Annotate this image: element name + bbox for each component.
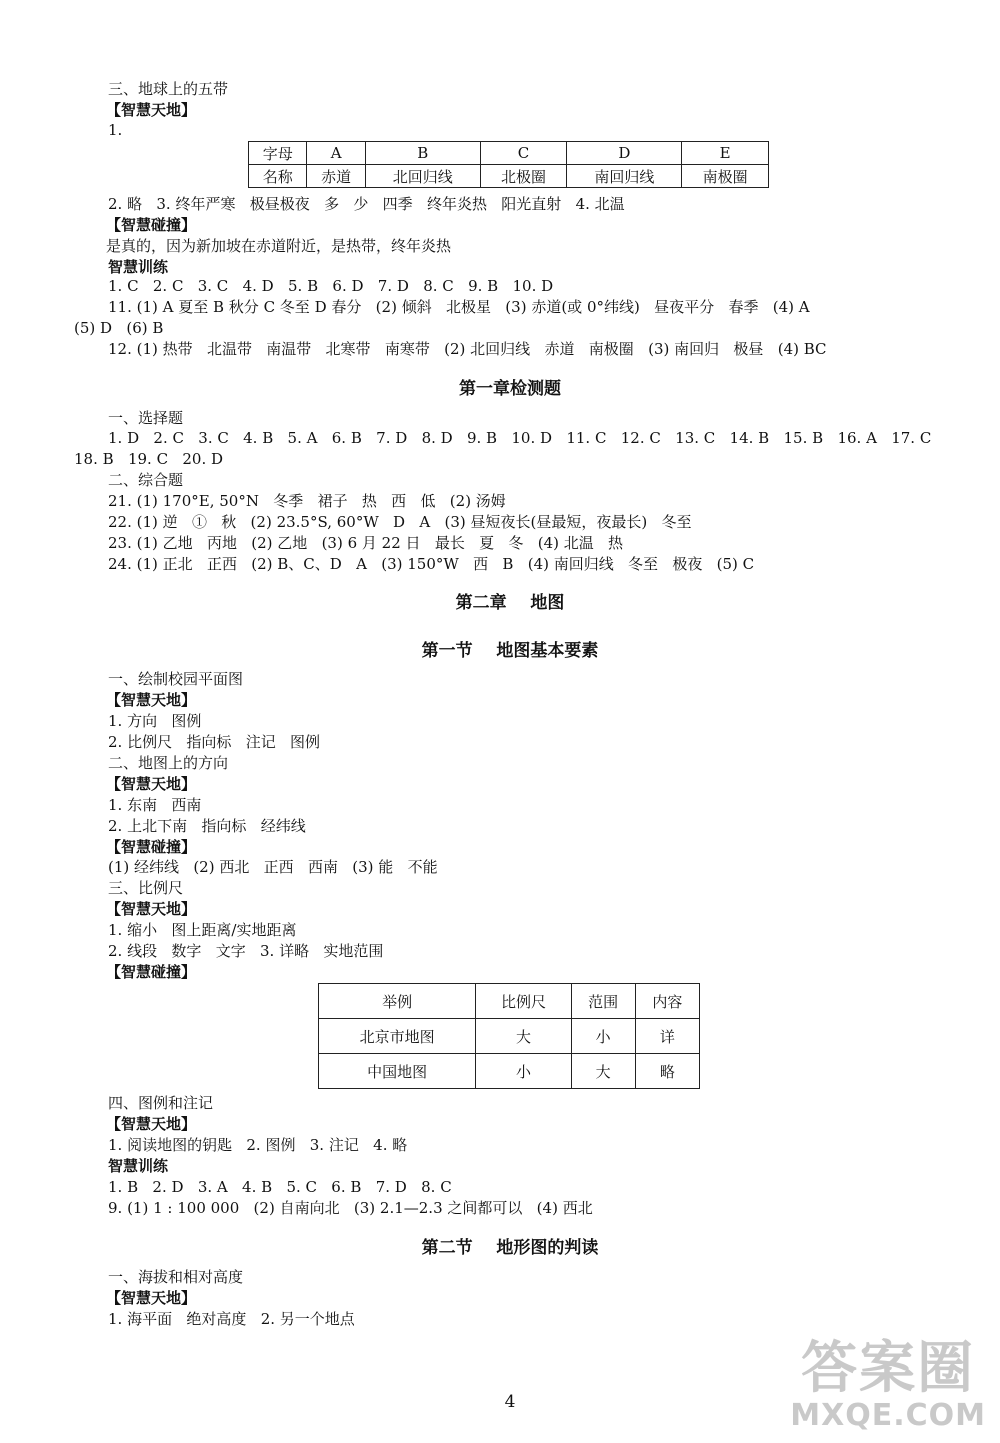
bracket-heading: 【智慧天地】 (106, 691, 197, 709)
section-heading: 第二节 地形图的判读 (421, 1238, 599, 1258)
section-heading: 第一节 地图基本要素 (421, 641, 599, 661)
table-cell: 中国地图 (319, 1054, 476, 1089)
section-title: 三、地球上的五带 (108, 80, 229, 98)
answer-line: 2. 上北下南 指向标 经纬线 (108, 817, 306, 835)
answer-line: 23. (1) 乙地 丙地 (2) 乙地 (3) 6 月 22 日 最长 夏 冬 (4) 北温 热 (108, 534, 624, 552)
table-header-cell: 内容 (635, 984, 699, 1019)
table-cell: C (480, 142, 567, 165)
five-zones-table (248, 141, 769, 188)
bracket-heading: 【智慧天地】 (106, 775, 197, 793)
table-row (249, 142, 769, 165)
table-cell: 南极圈 (682, 165, 769, 188)
table-cell: 名称 (249, 165, 307, 188)
table-cell: B (365, 142, 480, 165)
answer-line: 1. C 2. C 3. C 4. D 5. B 6. D 7. D 8. C 9. B 10. D (108, 277, 554, 295)
table-cell: 略 (635, 1054, 699, 1089)
table-cell: 小 (571, 1019, 635, 1054)
answer-line: 1. 缩小 图上距离/实地距离 (108, 921, 297, 939)
answer-line: 22. (1) 逆 ① 秋 (2) 23.5°S, 60°W D A (3) 昼短夜长(昼最短，夜最长) 冬至 (108, 513, 692, 531)
section-title: 一、海拔和相对高度 (108, 1268, 244, 1286)
watermark-logo (790, 1336, 986, 1433)
answer-line: 9. (1) 1 : 100 000 (2) 自南向北 (3) 2.1—2.3 之间都可以 (4) 西北 (108, 1199, 593, 1217)
table-cell: 赤道 (307, 165, 365, 188)
answer-line: 2. 略 3. 终年严寒 极昼极夜 多 少 四季 终年炎热 阳光直射 4. 北温 (108, 195, 625, 213)
subsection-heading: 智慧训练 (108, 258, 169, 276)
table-cell: 北京市地图 (319, 1019, 476, 1054)
bracket-heading: 【智慧天地】 (106, 1289, 197, 1307)
table-row (249, 165, 769, 188)
section-title: 四、图例和注记 (108, 1094, 214, 1112)
bracket-heading: 【智慧碰撞】 (106, 963, 197, 981)
table-cell: A (307, 142, 365, 165)
bracket-heading: 【智慧碰撞】 (106, 838, 197, 856)
answer-line: 2. 线段 数字 文字 3. 详略 实地范围 (108, 942, 384, 960)
answer-line: 1. D 2. C 3. C 4. B 5. A 6. B 7. D 8. D 9. B 10. D 11. C 12. C 13. C 14. B 15. B 16. A 17. C (108, 429, 932, 447)
answer-line: 18. B 19. C 20. D (74, 450, 224, 468)
table-header-cell: 举例 (319, 984, 476, 1019)
table-row (319, 1019, 700, 1054)
answer-line: (1) 经纬线 (2) 西北 正西 西南 (3) 能 不能 (108, 858, 438, 876)
answer-line: 21. (1) 170°E, 50°N 冬季 裙子 热 西 低 (2) 汤姆 (108, 492, 506, 510)
table-header-cell: 范围 (571, 984, 635, 1019)
answer-line: 1. 东南 西南 (108, 796, 202, 814)
bracket-heading: 【智慧天地】 (106, 900, 197, 918)
section-title: 二、综合题 (108, 471, 184, 489)
bracket-heading: 【智慧碰撞】 (106, 216, 197, 234)
table-cell: 大 (571, 1054, 635, 1089)
table-cell: D (567, 142, 682, 165)
table-cell: 北回归线 (365, 165, 480, 188)
answer-line: 是真的，因为新加坡在赤道附近，是热带，终年炎热 (106, 237, 452, 255)
bracket-heading: 【智慧天地】 (106, 1115, 197, 1133)
scale-comparison-table (318, 983, 700, 1089)
chapter-test-heading: 第一章检测题 (459, 379, 561, 399)
bracket-heading: 【智慧天地】 (106, 101, 197, 119)
section-title: 一、选择题 (108, 409, 184, 427)
answer-line: 11. (1) A 夏至 B 秋分 C 冬至 D 春分 (2) 倾斜 北极星 (3) 赤道(或 0°纬线) 昼夜平分 春季 (4) A (108, 298, 810, 316)
table-row (319, 1054, 700, 1089)
answer-line: (5) D (6) B (74, 319, 164, 337)
table-header-cell: 比例尺 (476, 984, 571, 1019)
section-title: 三、比例尺 (108, 879, 184, 897)
answer-line: 1. (108, 121, 123, 139)
watermark-top: 答案圈 (801, 1336, 976, 1401)
chapter-heading: 第二章 地图 (455, 593, 565, 613)
watermark-bottom: MXQE.COM (790, 1398, 986, 1433)
table-row (319, 984, 700, 1019)
table-cell: 北极圈 (480, 165, 567, 188)
answer-line: 1. 海平面 绝对高度 2. 另一个地点 (108, 1310, 355, 1328)
answer-line: 1. 阅读地图的钥匙 2. 图例 3. 注记 4. 略 (108, 1136, 408, 1154)
subsection-heading: 智慧训练 (108, 1157, 169, 1175)
section-title: 一、绘制校园平面图 (108, 670, 244, 688)
answer-line: 1. 方向 图例 (108, 712, 202, 730)
answer-line: 2. 比例尺 指向标 注记 图例 (108, 733, 320, 751)
answer-line: 12. (1) 热带 北温带 南温带 北寒带 南寒带 (2) 北回归线 赤道 南极圈 (3) 南回归 极昼 (4) BC (108, 340, 827, 358)
table-cell: E (682, 142, 769, 165)
table-cell: 大 (476, 1019, 571, 1054)
answer-line: 24. (1) 正北 正西 (2) B、C、D A (3) 150°W 西 B (4) 南回归线 冬至 极夜 (5) C (108, 555, 755, 573)
answer-line: 1. B 2. D 3. A 4. B 5. C 6. B 7. D 8. C (108, 1178, 452, 1196)
section-title: 二、地图上的方向 (108, 754, 229, 772)
table-cell: 南回归线 (567, 165, 682, 188)
page-number: 4 (504, 1392, 516, 1412)
table-cell: 小 (476, 1054, 571, 1089)
table-cell: 详 (635, 1019, 699, 1054)
table-cell: 字母 (249, 142, 307, 165)
